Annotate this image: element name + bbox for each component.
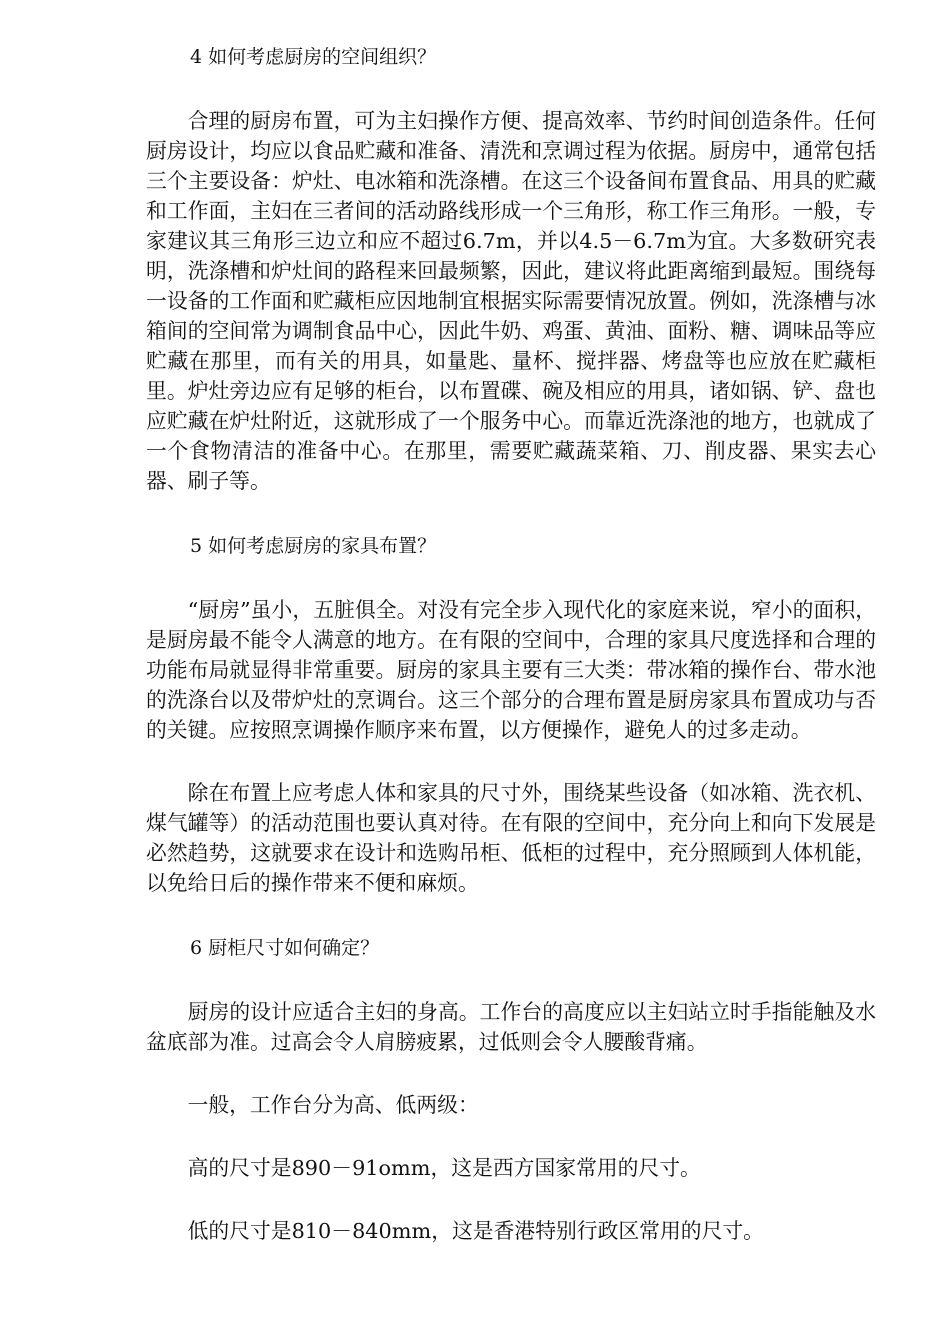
- body-paragraph: 一般，工作台分为高、低两级：: [187, 1093, 479, 1117]
- body-paragraph: 合理的厨房布置，可为主妇操作方便、提高效率、节约时间创造条件。任何厨房设计，均应以食品贮藏和准备、清洗和烹调过程为依据。厨房中，通常包括三个主要设备：炉灶、电冰箱和洗涤槽。在这三个设备间布置食品、用具的贮藏和工作面，主妇在三者间的活动路线形成一个三角形，称工作三角形。一般，专家建议其三角形三边立和应不超过6.7m，并以4.5－6.7m为宜。大多数研究表明，洗涤槽和炉灶间的路程来回最频繁，因此，建议将此距离缩到最短。围绕每一设备的工作面和贮藏柜应因地制宜根据实际需要情况放置。例如，洗涤槽与冰箱间的空间常为调制食品中心，因此牛奶、鸡蛋、黄油、面粉、糖、调味品等应贮藏在那里，而有关的用具，如量匙、量杯、搅拌器、烤盘等也应放在贮藏柜里。炉灶旁边应有足够的柜台，以布置碟、碗及相应的用具，诸如锅、铲、盘也应贮藏在炉灶附近，这就形成了一个服务中心。而靠近洗涤池的地方，也就成了一个食物清洁的准备中心。在那里，需要贮藏蔬菜箱、刀、削皮器、果实去心器、刷子等。: [146, 109, 876, 493]
- section-heading: 5 如何考虑厨房的家具布置？: [190, 535, 437, 557]
- body-paragraph: 厨房的设计应适合主妇的身高。工作台的高度应以主妇站立时手指能触及水盆底部为准。过高会令人肩膀疲累，过低则会令人腰酸背痛。: [146, 1000, 876, 1054]
- section-4: [146, 40, 876, 496]
- document-page: [146, 40, 876, 1246]
- section-heading: 4 如何考虑厨房的空间组织？: [190, 46, 437, 68]
- section-5: [146, 529, 876, 898]
- section-heading: 6 厨柜尺寸如何确定？: [190, 937, 380, 959]
- body-paragraph: 低的尺寸是810－840mm，这是香港特别行政区常用的尺寸。: [187, 1219, 764, 1243]
- body-paragraph: 除在布置上应考虑人体和家具的尺寸外，围绕某些设备（如冰箱、洗衣机、煤气罐等）的活动范围也要认真对待。在有限的空间中，充分向上和向下发展是必然趋势，这就要求在设计和选购吊柜、低柜的过程中，充分照顾到人体机能，以免给日后的操作带来不便和麻烦。: [146, 781, 876, 895]
- section-6: [146, 931, 876, 1246]
- body-paragraph: 高的尺寸是890－91omm，这是西方国家常用的尺寸。: [187, 1156, 701, 1180]
- body-paragraph: “厨房”虽小，五脏俱全。对没有完全步入现代化的家庭来说，窄小的面积，是厨房最不能令人满意的地方。在有限的空间中，合理的家具尺度选择和合理的功能布局就显得非常重要。厨房的家具主要有三大类：带冰箱的操作台、带水池的洗涤台以及带炉灶的烹调台。这三个部分的合理布置是厨房家具布置成功与否的关键。应按照烹调操作顺序来布置，以方便操作，避免人的过多走动。: [146, 598, 876, 742]
